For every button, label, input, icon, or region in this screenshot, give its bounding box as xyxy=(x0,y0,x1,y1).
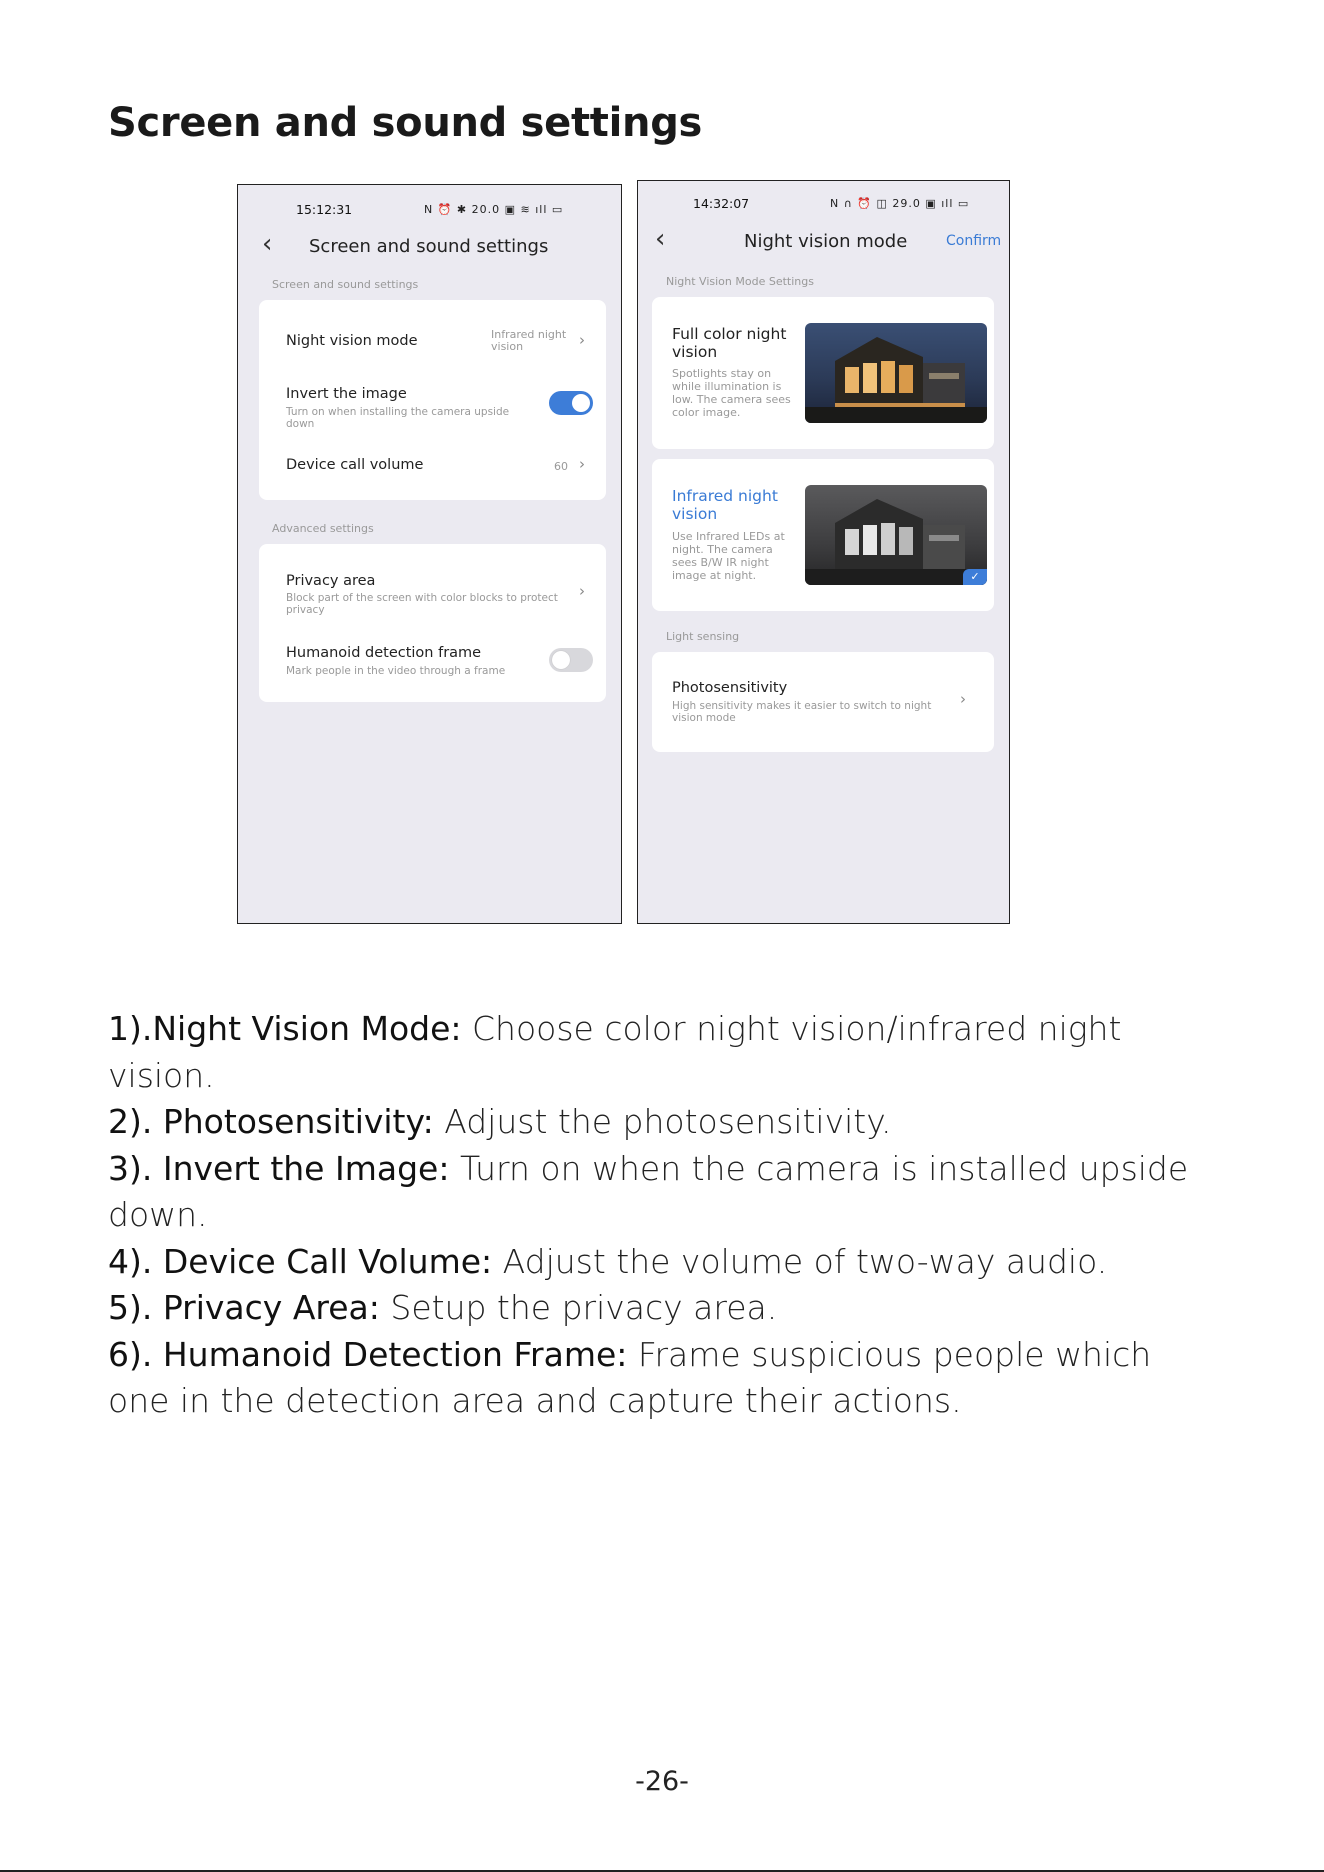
chevron-right-icon: › xyxy=(579,331,585,349)
night-vision-mode-label: Night vision mode xyxy=(286,333,418,349)
photosensitivity-row[interactable] xyxy=(652,652,994,752)
confirm-button[interactable]: Confirm xyxy=(946,233,1002,249)
privacy-area-label: Privacy area xyxy=(286,573,376,589)
nav-title: Night vision mode xyxy=(744,231,908,252)
list-item: 2). Photosensitivity: Adjust the photosensitivity. xyxy=(108,1102,892,1141)
chevron-right-icon: › xyxy=(579,582,585,600)
section-label: Night Vision Mode Settings xyxy=(666,275,814,288)
advanced-settings-card xyxy=(259,544,606,702)
infrared-description: Use Infrared LEDs at night. The camera sees B/W IR night image at night. xyxy=(672,530,785,582)
device-call-volume-value: 60 xyxy=(554,460,568,473)
list-item: 1).Night Vision Mode: Choose color night vision/infrared night vision. xyxy=(108,1009,1122,1095)
chevron-right-icon: › xyxy=(960,690,966,708)
photosensitivity-description: High sensitivity makes it easier to switch to night vision mode xyxy=(672,700,932,724)
device-call-volume-label: Device call volume xyxy=(286,457,424,473)
back-arrow-icon[interactable]: ‹ xyxy=(655,224,666,254)
section-label: Screen and sound settings xyxy=(272,278,419,291)
privacy-area-description: Block part of the screen with color blocks to protect privacy xyxy=(286,592,558,616)
humanoid-detection-label: Humanoid detection frame xyxy=(286,645,482,661)
full-color-description: Spotlights stay on while illumination is low. The camera sees color image. xyxy=(672,367,791,419)
status-time: 14:32:07 xyxy=(693,196,750,211)
infrared-house-image xyxy=(805,485,987,585)
settings-card xyxy=(259,300,606,500)
nav-title: Screen and sound settings xyxy=(309,236,549,257)
page-number: -26- xyxy=(635,1766,689,1797)
invert-image-toggle[interactable] xyxy=(549,391,593,415)
night-vision-mode-screenshot xyxy=(637,180,1010,924)
full-color-house-image xyxy=(805,323,987,423)
status-time: 15:12:31 xyxy=(296,202,353,217)
page-title: Screen and sound settings xyxy=(108,100,703,146)
humanoid-detection-toggle[interactable] xyxy=(549,648,593,672)
list-item: 4). Device Call Volume: Adjust the volume of two-way audio. xyxy=(108,1241,1108,1281)
list-item: 5). Privacy Area: Setup the privacy area. xyxy=(108,1288,778,1327)
section-label: Advanced settings xyxy=(272,522,374,535)
back-arrow-icon[interactable]: ‹ xyxy=(262,229,273,259)
screen-and-sound-settings-screenshot xyxy=(237,184,622,924)
status-icons: N ∩ ⏰ ◫ 29.0 ▣ ıll ▭ xyxy=(830,197,970,210)
list-item: 6). Humanoid Detection Frame: Frame suspicious people which one in the detection area and capture their actions. xyxy=(108,1334,1152,1420)
night-vision-mode-value: Infrared night vision xyxy=(491,328,567,353)
infrared-title: Infrared night vision xyxy=(672,487,778,523)
section-label: Light sensing xyxy=(666,630,740,643)
checkmark-icon: ✓ xyxy=(963,569,987,585)
invert-image-label: Invert the image xyxy=(286,386,407,402)
chevron-right-icon: › xyxy=(579,455,585,473)
invert-image-description: Turn on when installing the camera upside down xyxy=(286,406,510,430)
humanoid-detection-description: Mark people in the video through a frame xyxy=(286,665,506,677)
full-color-night-vision-option[interactable] xyxy=(652,297,994,449)
photosensitivity-label: Photosensitivity xyxy=(672,680,788,696)
feature-descriptions xyxy=(108,1006,1218,1425)
status-icons: N ⏰ ✱ 20.0 ▣ ≋ ıll ▭ xyxy=(424,203,564,216)
list-item: 3). Invert the Image: Turn on when the camera is installed upside down. xyxy=(108,1148,1189,1234)
full-color-title: Full color night vision xyxy=(672,325,787,361)
infrared-night-vision-option[interactable] xyxy=(652,459,994,611)
